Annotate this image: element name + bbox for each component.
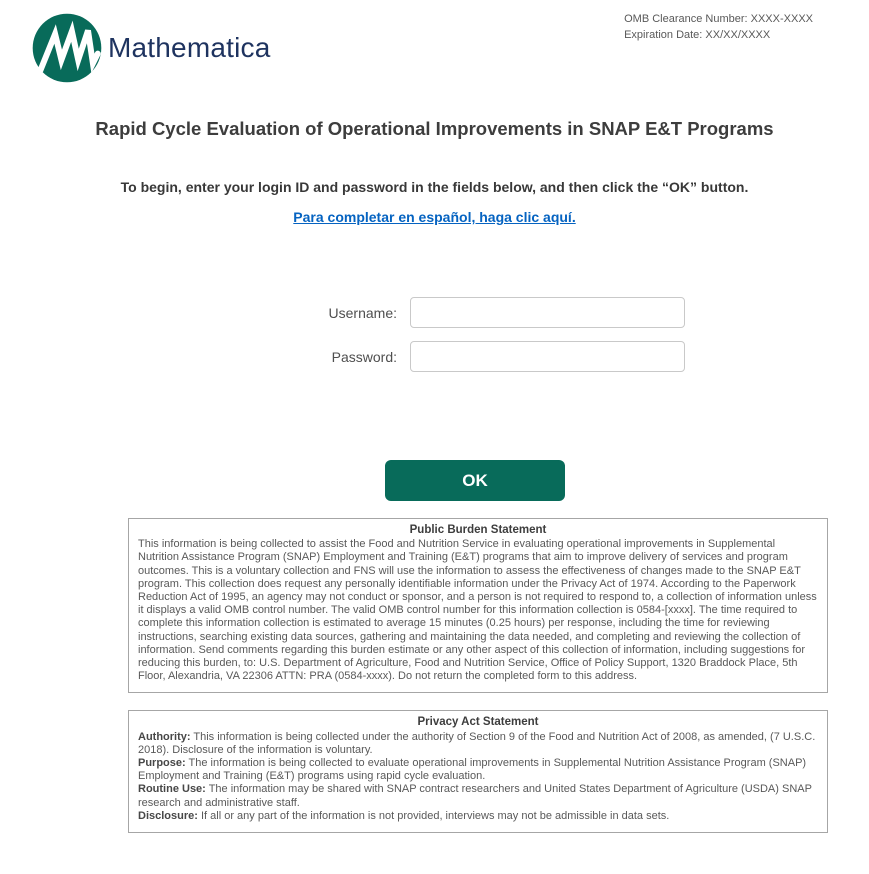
page-title: Rapid Cycle Evaluation of Operational Improvements in SNAP E&T Programs — [95, 118, 774, 139]
privacy-purpose-line: Purpose: The information is being collected to evaluate operational improvements in Supplemental Nutrition Assistance Program (SNAP) Employment and Training (E&T) programs using rapid cycle evaluation. — [138, 757, 807, 783]
mathematica-logo — [32, 13, 271, 83]
omb-clearance-block — [624, 11, 813, 43]
privacy-authority-line: Authority: This information is being collected under the authority of Section 9 of the Food and Nutrition Act of 2008, as amended, (7 U.S.C. 2018). Disclosure of the information is voluntary. — [138, 730, 816, 756]
password-label: Password: — [331, 348, 397, 365]
ok-button[interactable]: OK — [385, 460, 565, 501]
login-instruction: To begin, enter your login ID and password in the fields below, and then click the “OK” button. — [120, 179, 749, 195]
username-label: Username: — [328, 304, 397, 321]
password-row — [280, 341, 686, 372]
username-input[interactable] — [410, 297, 685, 328]
logo-wordmark: Mathematica — [108, 32, 271, 63]
password-input[interactable] — [410, 341, 685, 372]
spanish-language-link[interactable]: Para completar en español, haga clic aquí. — [293, 209, 576, 225]
omb-clearance-number: OMB Clearance Number: XXXX-XXXX — [624, 13, 813, 25]
omb-expiration-date: Expiration Date: XX/XX/XXXX — [624, 29, 771, 41]
privacy-routine-use-line: Routine Use: The information may be shared with SNAP contract researchers and United States Department of Agriculture (USDA) SNAP research and administrative staff. — [138, 783, 812, 809]
public-burden-heading: Public Burden Statement — [409, 524, 547, 536]
privacy-disclosure-line: Disclosure: If all or any part of the information is not provided, interviews may not be admissible in data sets. — [138, 809, 670, 822]
privacy-act-statement-box — [128, 710, 828, 833]
spanish-link-row — [0, 209, 869, 227]
statements-section — [128, 518, 828, 850]
privacy-act-body — [138, 731, 818, 823]
privacy-act-heading: Privacy Act Statement — [417, 716, 539, 729]
zigzag-m-icon — [32, 13, 102, 83]
public-burden-body: This information is being collected to assist the Food and Nutrition Service in evaluating operational improvements in Supplemental Nutrition Assistance Program (SNAP) Employment and Training (E&T) programs that aim to improve delivery of services and program outcomes. This is a voluntary collection and FNS will use the information to assess the effectiveness of changes made to the SNAP E&T program. This collection does request any personally identifiable information under the Privacy Act of 1974. According to the Paperwork Reduction Act of 1995, an agency may not conduct or sponsor, and a person is not required to respond to, a collection of information unless it displays a valid OMB control number. The valid OMB control number for this information collection is 0584-[xxxx]. The time required to complete this information collection is estimated to average 15 minutes (0.25 hours) per response, including the time for reviewing instructions, searching existing data sources, gathering and maintaining the data needed, and completing and reviewing the collection of information. Send comments regarding this burden estimate or any other aspect of this collection of information, including suggestions for reducing this burden, to: U.S. Department of Agriculture, Food and Nutrition Service, Office of Policy Support, 1320 Braddock Place, 5th Floor, Alexandria, VA 22306 ATTN: PRA (0584-xxxx). Do not return the completed form to this address. — [138, 538, 817, 683]
username-row — [280, 297, 686, 328]
public-burden-statement-box — [128, 518, 828, 693]
